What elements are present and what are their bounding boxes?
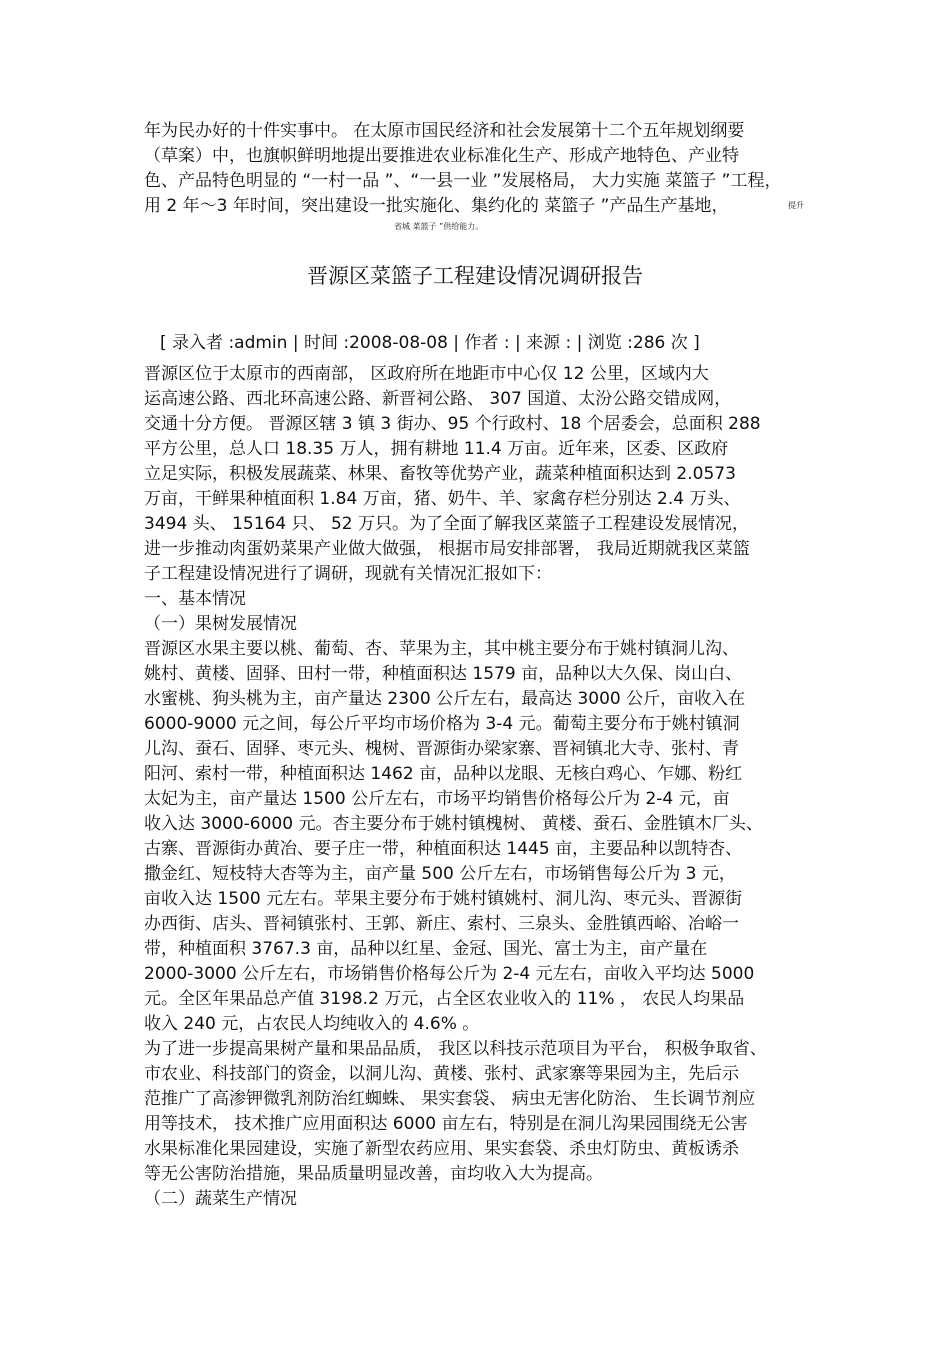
body-line: 办西街、店头、晋祠镇张村、王郭、新庄、索村、三泉头、金胜镇西峪、冶峪一	[144, 914, 739, 934]
intro-line: 色、产品特色明显的 “一村一品 ”、“一县一业 ”发展格局， 大力实施 菜篮子 ”工程，	[144, 171, 782, 191]
body-line: 范推广了高渗钾微乳剂防治红蜘蛛、 果实套袋、 病虫无害化防治、 生长调节剂应	[144, 1089, 756, 1109]
body-line: 立足实际，积极发展蔬菜、林果、畜牧等优势产业，蔬菜种植面积达到 2.0573	[144, 464, 736, 484]
section-heading: 一、基本情况	[144, 589, 246, 609]
body-line: 用等技术， 技术推广应用面积达 6000 亩左右，特别是在洞儿沟果园围绕无公害	[144, 1114, 748, 1134]
body-line: 等无公害防治措施，果品质量明显改善，亩均收入大为提高。	[144, 1164, 603, 1184]
report-title: 晋源区菜篮子工程建设情况调研报告	[307, 264, 643, 288]
body-line: 带，种植面积 3767.3 亩，品种以红星、金冠、国光、富士为主，亩产量在	[144, 939, 708, 959]
intro-note-line: 省城 菜篮子 ”供给能力。	[394, 222, 484, 231]
body-line: 晋源区水果主要以桃、葡萄、杏、苹果为主，其中桃主要分布于姚村镇洞儿沟、	[144, 639, 739, 659]
body-line: 古寨、晋源街办黄冶、要子庄一带，种植面积达 1445 亩，主要品种以凯特杏、	[144, 839, 743, 859]
body-line: 元。全区年果品总产值 3198.2 万元，占全区农业收入的 11% ， 农民人均果品	[144, 989, 745, 1009]
intro-line: 用 2 年～3 年时间，突出建设一批实施化、集约化的 菜篮子 ”产品生产基地，	[144, 196, 729, 216]
body-line: 6000-9000 元之间，每公斤平均市场价格为 3-4 元。葡萄主要分布于姚村镇洞	[144, 714, 740, 734]
body-line: 平方公里，总人口 18.35 万人，拥有耕地 11.4 万亩。近年来，区委、区政府	[144, 439, 729, 459]
subsection-heading: （一）果树发展情况	[144, 614, 297, 634]
body-line: 晋源区位于太原市的西南部， 区政府所在地距市中心仅 12 公里，区域内大	[144, 364, 709, 384]
body-line: 市农业、科技部门的资金，以洞儿沟、黄楼、张村、武家寨等果园为主，先后示	[144, 1064, 739, 1084]
body-line: 姚村、黄楼、固驿、田村一带，种植面积达 1579 亩，品种以大久保、岗山白、	[144, 664, 743, 684]
body-line: 为了进一步提高果树产量和果品品质， 我区以科技示范项目为平台， 积极争取省、	[144, 1039, 767, 1059]
body-line: 2000-3000 公斤左右，市场销售价格每公斤为 2-4 元左右，亩收入平均达 5000	[144, 964, 755, 984]
body-line: 收入达 3000-6000 元。杏主要分布于姚村镇槐树、 黄楼、蚕石、金胜镇木厂头、	[144, 814, 763, 834]
body-line: 收入 240 元，占农民人均纯收入的 4.6% 。	[144, 1014, 480, 1034]
body-line: 交通十分方便。 晋源区辖 3 镇 3 街办、95 个行政村、18 个居委会，总面积 288	[144, 414, 761, 434]
body-line: 撒金红、短枝特大杏等为主，亩产量 500 公斤左右，市场销售每公斤为 3 元，	[144, 864, 736, 884]
body-line: 阳河、索村一带，种植面积达 1462 亩，品种以龙眼、无核白鸡心、乍娜、粉红	[144, 764, 743, 784]
body-line: 水蜜桃、狗头桃为主，亩产量达 2300 公斤左右，最高达 3000 公斤，亩收入在	[144, 689, 746, 709]
intro-line: 年为民办好的十件实事中。 在太原市国民经济和社会发展第十二个五年规划纲要	[144, 121, 745, 141]
body-line: 子工程建设情况进行了调研，现就有关情况汇报如下：	[144, 564, 552, 584]
body-line: 万亩，干鲜果种植面积 1.84 万亩，猪、奶牛、羊、家禽存栏分别达 2.4 万头、	[144, 489, 741, 509]
body-line: 太妃为主，亩产量达 1500 公斤左右，市场平均销售价格每公斤为 2-4 元，亩	[144, 789, 730, 809]
body-line: 亩收入达 1500 元左右。苹果主要分布于姚村镇姚村、洞儿沟、枣元头、晋源街	[144, 889, 743, 909]
meta-line: [ 录入者 :admin | 时间 :2008-08-08 | 作者 : | 来源 : | 浏览 :286 次 ]	[160, 333, 700, 353]
intro-note-right: 提升	[788, 201, 804, 210]
intro-line: （草案）中，也旗帜鲜明地提出要推进农业标准化生产、形成产地特色、产业特	[144, 146, 739, 166]
body-line: 进一步推动肉蛋奶菜果产业做大做强， 根据市局安排部署， 我局近期就我区菜篮	[144, 539, 750, 559]
body-line: 3494 头、 15164 只、 52 万只。为了全面了解我区菜篮子工程建设发展情况，	[144, 514, 749, 534]
body-line: 运高速公路、西北环高速公路、新晋祠公路、 307 国道、太汾公路交错成网，	[144, 389, 732, 409]
subsection-heading: （二）蔬菜生产情况	[144, 1189, 297, 1209]
body-line: 水果标准化果园建设，实施了新型农药应用、果实套袋、杀虫灯防虫、黄板诱杀	[144, 1139, 739, 1159]
body-line: 儿沟、蚕石、固驿、枣元头、槐树、晋源街办梁家寨、晋祠镇北大寺、张村、青	[144, 739, 739, 759]
